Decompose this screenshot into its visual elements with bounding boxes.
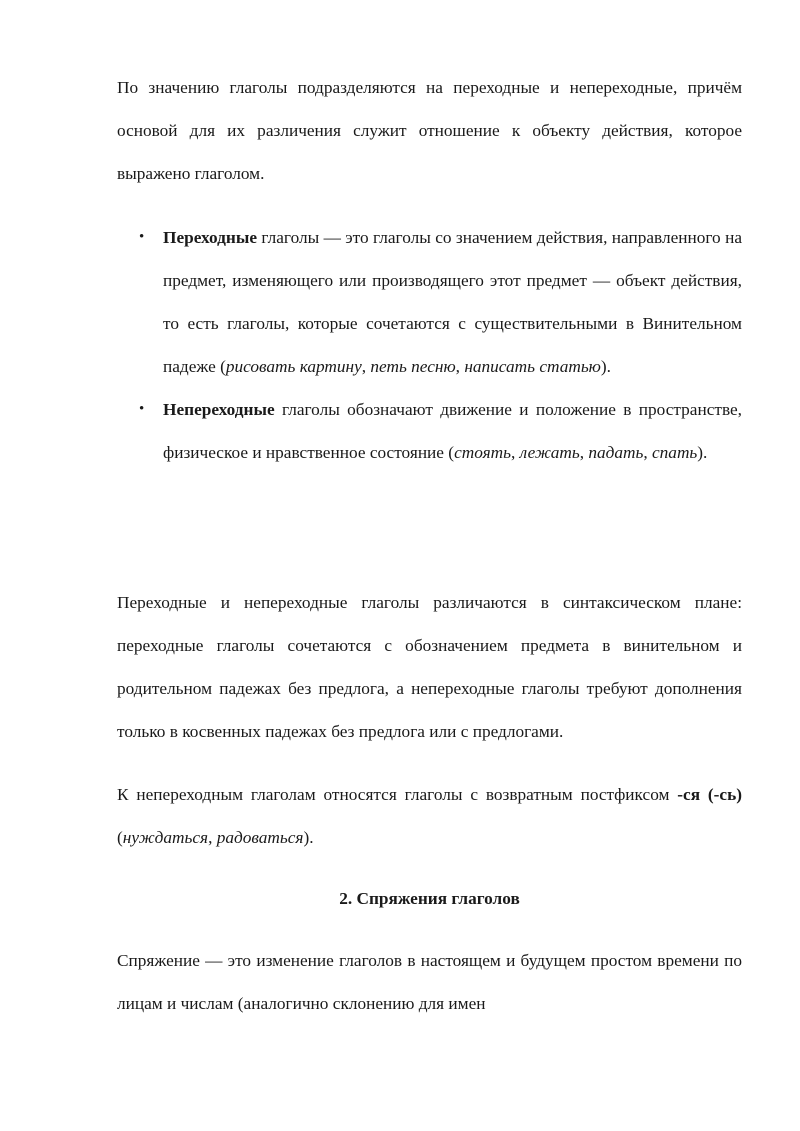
paragraph-reflexive-postfix	[117, 773, 742, 859]
example-text: спать	[652, 443, 698, 462]
term-transitive: Переходные	[163, 228, 258, 247]
bullet-icon: •	[139, 401, 145, 417]
postfix-text: -ся (-сь)	[677, 785, 742, 804]
closing-text: ).	[697, 443, 708, 462]
term-intransitive: Непереходные	[163, 400, 275, 419]
definition-text: глаголы обозначают движение и положение в пространстве, физическое и нравственное состояние (	[163, 400, 742, 462]
section-heading: 2. Спряжения глаголов	[339, 889, 520, 908]
example-text: лежать	[519, 443, 580, 462]
paragraph-syntax-difference: Переходные и непереходные глаголы различаются в синтаксическом плане: переходные глаголы сочетаются с обозначением предмета в винительном и родительном падежах без предлога, а непереходные глаголы требуют дополнения только в косвенных падежах без предлога или с предлогами.	[117, 593, 742, 741]
bullet-icon: •	[139, 229, 145, 245]
example-text: нуждаться	[122, 828, 209, 847]
example-text: написать статью	[464, 357, 601, 376]
example-text: стоять	[454, 443, 512, 462]
example-text: падать	[588, 443, 644, 462]
separator: ,	[643, 443, 652, 462]
list-item-intransitive	[117, 388, 742, 474]
verb-types-list	[117, 216, 742, 474]
definition-text: глаголы — это глаголы со значением действия, направленного на предмет, изменяющего или производящего этот предмет — объект действия, то есть глаголы, которые сочетаются с существительными в Винительном падеже (	[163, 228, 742, 376]
separator: ,	[208, 828, 217, 847]
separator: ,	[511, 443, 520, 462]
body-text: (	[117, 828, 123, 847]
paragraph-conjugation-definition: Спряжение — это изменение глаголов в настоящем и будущем простом времени по лицам и числам (аналогично склонению для имен	[117, 951, 742, 1013]
example-text: петь песню	[370, 357, 456, 376]
closing-text: ).	[600, 357, 611, 376]
paragraph-verb-meaning: По значению глаголы подразделяются на переходные и непереходные, причём основой для их различения служит отношение к объекту действия, которое выражено глаголом.	[117, 78, 742, 183]
example-text: рисовать картину	[225, 357, 362, 376]
body-text: К непереходным глаголам относятся глаголы с возвратным постфиксом	[117, 785, 678, 804]
separator: ,	[361, 357, 371, 376]
closing-text: ).	[303, 828, 314, 847]
list-item-transitive	[117, 216, 742, 388]
separator: ,	[579, 443, 589, 462]
separator: ,	[455, 357, 465, 376]
example-text: радоваться	[216, 828, 304, 847]
